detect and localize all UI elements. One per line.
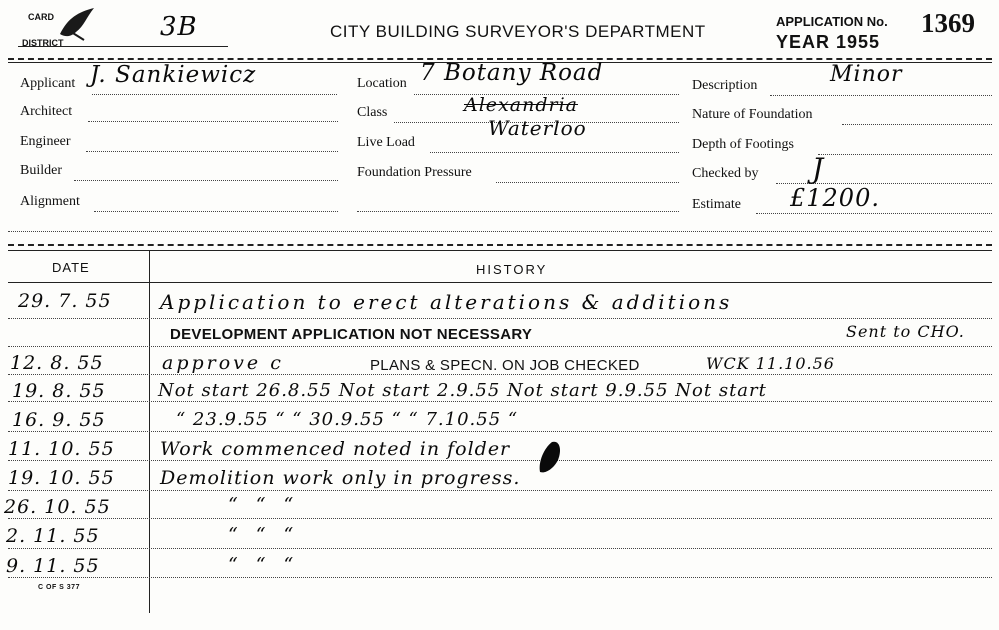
applicant-label: Applicant xyxy=(20,76,76,91)
history-row-date: 19. 10. 55 xyxy=(8,467,115,489)
history-row-text: “ “ “ xyxy=(228,554,300,576)
checked-by-value: J xyxy=(812,152,825,185)
history-row-text: Not start 26.8.55 Not start 2.9.55 Not start 9.9.55 Not start xyxy=(158,380,767,401)
estimate-label: Estimate xyxy=(692,197,741,212)
live-load-label: Live Load xyxy=(357,135,415,150)
history-row-date: 11. 10. 55 xyxy=(8,438,115,460)
estimate-value: £1200. xyxy=(790,184,880,212)
history-row-text: approve c xyxy=(162,352,284,374)
history-row-text: “ 23.9.55 “ “ 30.9.55 “ “ 7.10.55 “ xyxy=(176,409,519,430)
card-number: 3B xyxy=(160,12,198,42)
card-label: CARD xyxy=(28,12,54,22)
history-row-text: Work commenced noted in folder xyxy=(160,438,511,460)
location-value: 7 Botany Road xyxy=(420,60,604,86)
history-row-date: 29. 7. 55 xyxy=(18,290,112,312)
history-column-header: HISTORY xyxy=(476,262,548,277)
application-label: APPLICATION No. xyxy=(776,14,888,29)
description-value: Minor xyxy=(830,62,903,87)
class-value: Waterloo xyxy=(488,116,587,140)
applicant-value: J. Sankiewicz xyxy=(90,62,257,88)
history-row-date: 12. 8. 55 xyxy=(10,352,104,374)
history-row-text: “ “ “ xyxy=(228,494,300,516)
class-value-struck: Alexandria xyxy=(464,94,578,116)
history-row-note: WCK 11.10.56 xyxy=(706,354,835,373)
history-row-date: 9. 11. 55 xyxy=(6,555,100,577)
history-row-text: Demolition work only in progress. xyxy=(160,467,521,489)
application-number: 1369 xyxy=(921,8,975,38)
bird-stamp-icon xyxy=(54,4,102,44)
history-row-date: 19. 8. 55 xyxy=(12,380,106,402)
history-row-text: “ “ “ xyxy=(228,524,300,546)
date-column-header: DATE xyxy=(52,260,90,275)
department-title: CITY BUILDING SURVEYOR'S DEPARTMENT xyxy=(330,22,706,41)
alignment-label: Alignment xyxy=(20,194,80,209)
form-code: C OF S 377 xyxy=(38,584,80,591)
history-row-note: Sent to CHO. xyxy=(846,322,965,341)
district-label: DISTRICT xyxy=(22,38,64,48)
checked-by-label: Checked by xyxy=(692,166,759,181)
engineer-label: Engineer xyxy=(20,134,71,149)
development-stamp: DEVELOPMENT APPLICATION NOT NECESSARY xyxy=(170,326,533,343)
location-label: Location xyxy=(357,76,407,91)
year-label: YEAR 1955 xyxy=(776,32,881,52)
plans-checked-stamp: PLANS & SPECN. ON JOB CHECKED xyxy=(370,357,640,374)
ink-blot xyxy=(534,438,564,474)
description-label: Description xyxy=(692,78,758,93)
history-row-date: 26. 10. 55 xyxy=(4,496,111,518)
history-row-text: Application to erect alterations & additions xyxy=(160,290,733,314)
depth-of-footings-label: Depth of Footings xyxy=(692,137,794,152)
class-label: Class xyxy=(357,105,388,120)
history-row-date: 2. 11. 55 xyxy=(6,525,100,547)
builder-label: Builder xyxy=(20,163,62,178)
foundation-pressure-label: Foundation Pressure xyxy=(357,165,472,180)
history-row-date: 16. 9. 55 xyxy=(12,409,106,431)
nature-of-foundation-label: Nature of Foundation xyxy=(692,107,813,122)
architect-label: Architect xyxy=(20,104,73,119)
